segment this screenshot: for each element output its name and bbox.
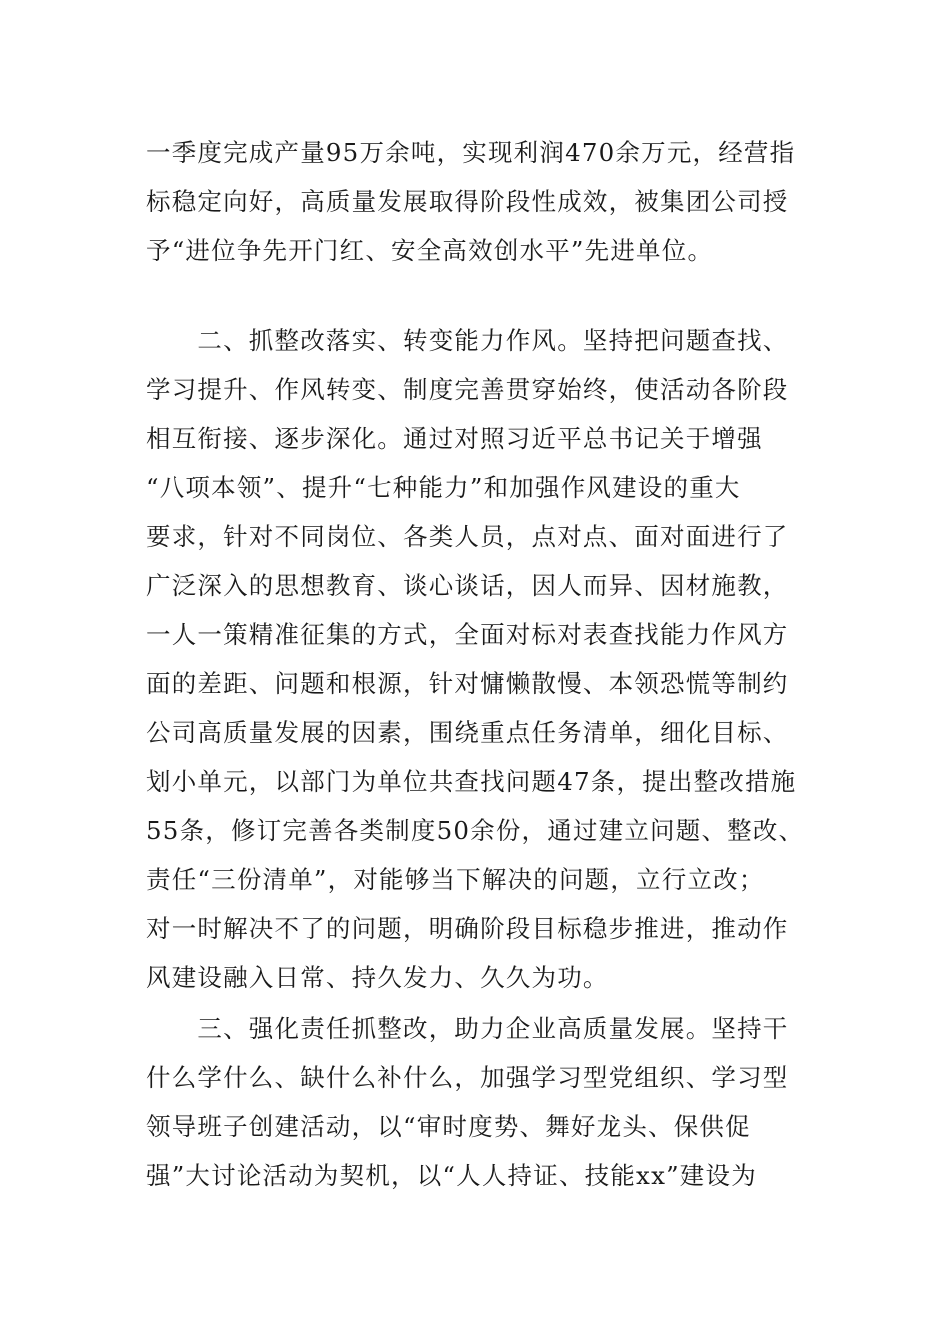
text-line: 责任“三份清单”，对能够当下解决的问题，立行立改； (146, 865, 765, 894)
text-line: 一人一策精准征集的方式，全面对标对表查找能力作风方 (146, 620, 789, 649)
text-line: 面的差距、问题和根源，针对慵懒散慢、本领恐慌等制约 (146, 669, 789, 698)
paragraph-section-three (146, 1004, 796, 1200)
text-line: 风建设融入日常、持久发力、久久为功。 (146, 963, 609, 992)
text-line: “八项本领”、提升“七种能力”和加强作风建设的重大 (146, 473, 741, 502)
text-line: 三、强化责任抓整改，助力企业高质量发展。坚持干 (146, 1014, 789, 1043)
text-line: 强”大讨论活动为契机，以“人人持证、技能xx”建设为 (146, 1161, 757, 1190)
text-line: 一季度完成产量95万余吨，实现利润470余万元，经营指 (146, 138, 796, 167)
paragraph-section-two (146, 316, 805, 1002)
text-line: 公司高质量发展的因素，围绕重点任务清单，细化目标、 (146, 718, 789, 747)
text-line: 划小单元，以部门为单位共查找问题47条，提出整改措施 (146, 767, 797, 796)
text-line: 相互衔接、逐步深化。通过对照习近平总书记关于增强 (146, 424, 763, 453)
text-line: 要求，针对不同岗位、各类人员，点对点、面对面进行了 (146, 522, 789, 551)
text-line: 广泛深入的思想教育、谈心谈话，因人而异、因材施教， (146, 571, 789, 600)
text-line: 对一时解决不了的问题，明确阶段目标稳步推进，推动作 (146, 914, 789, 943)
paragraph-summary (146, 128, 796, 275)
text-line: 予“进位争先开门红、安全高效创水平”先进单位。 (146, 236, 714, 265)
text-line: 标稳定向好，高质量发展取得阶段性成效，被集团公司授 (146, 187, 789, 216)
text-line: 学习提升、作风转变、制度完善贯穿始终，使活动各阶段 (146, 375, 789, 404)
text-line: 二、抓整改落实、转变能力作风。坚持把问题查找、 (146, 326, 789, 355)
text-line: 55条，修订完善各类制度50余份，通过建立问题、整改、 (146, 816, 805, 845)
text-line: 什么学什么、缺什么补什么，加强学习型党组织、学习型 (146, 1063, 789, 1092)
text-line: 领导班子创建活动，以“审时度势、舞好龙头、保供促 (146, 1112, 751, 1141)
